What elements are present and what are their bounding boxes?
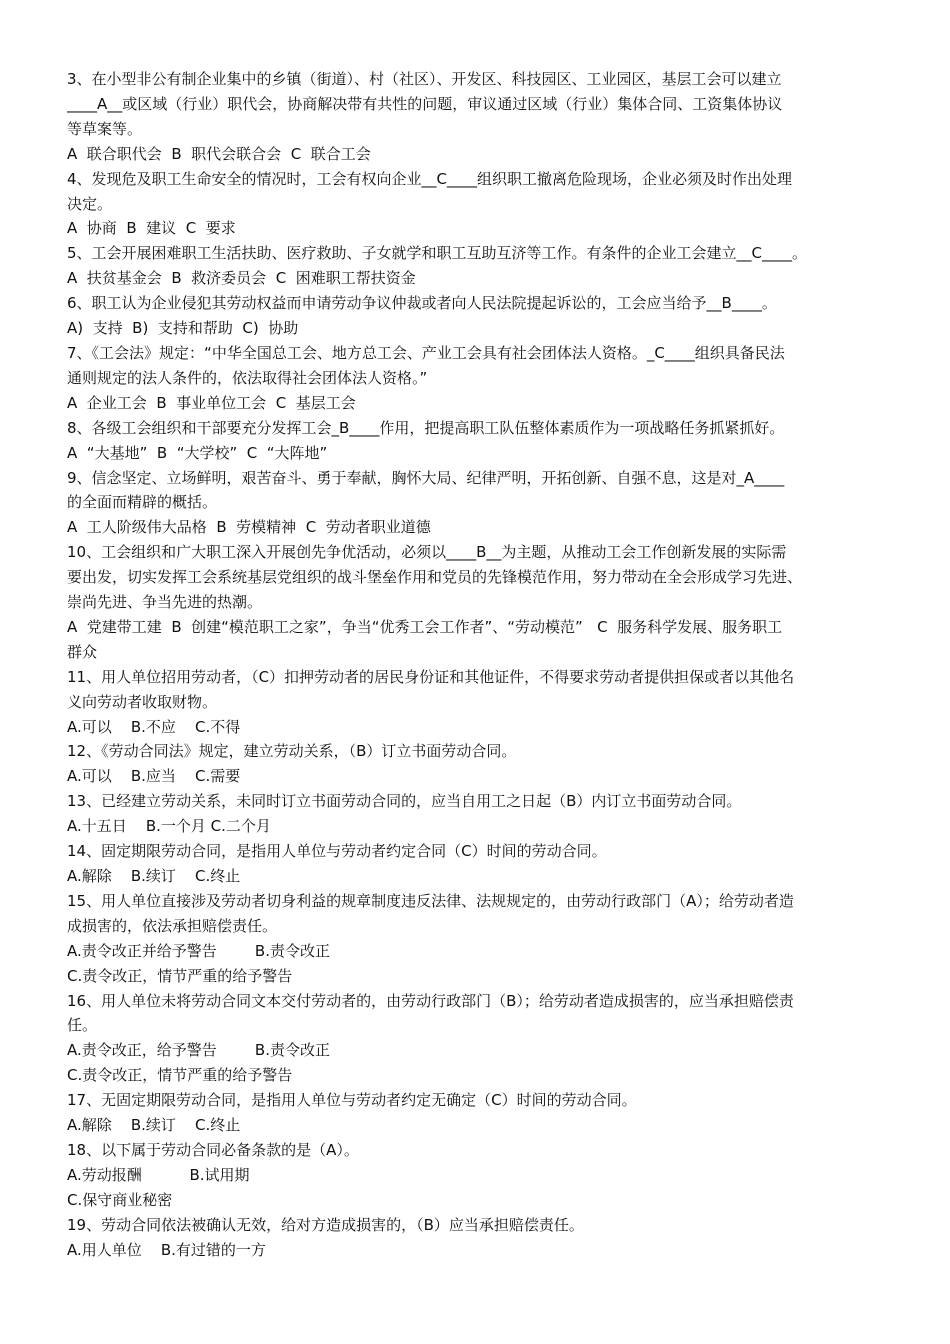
question-text-line: 7、《工会法》规定：“中华全国总工会、地方总工会、产业工会具有社会团体法人资格。_C____组织具备民法 bbox=[67, 343, 785, 362]
question-text-line: 通则规定的法人条件的，依法取得社会团体法人资格。” bbox=[67, 368, 428, 387]
question-text-line: 崇尚先进、争当先进的热潮。 bbox=[67, 593, 263, 612]
question-text-line: 11、用人单位招用劳动者，（C）扣押劳动者的居民身份证和其他证件，不得要求劳动者提供担保或者以其他名 bbox=[67, 667, 795, 686]
answer-options-line: A.用人单位 B.有过错的一方 bbox=[67, 1240, 266, 1259]
question-text-line: 13、已经建立劳动关系，未同时订立书面劳动合同的，应当自用工之日起（B）内订立书面劳动合同。 bbox=[67, 792, 742, 811]
answer-options-line: A 协商 B 建议 C 要求 bbox=[67, 219, 236, 238]
question-text-line: 成损害的，依法承担赔偿责任。 bbox=[67, 916, 278, 935]
question-text-line: ____A__或区域（行业）职代会，协商解决带有共性的问题，审议通过区域（行业）集体合同、工资集体协议 bbox=[67, 94, 783, 113]
question-text-line: 12、《劳动合同法》规定，建立劳动关系，（B）订立书面劳动合同。 bbox=[67, 742, 517, 761]
answer-options-line: A.十五日 B.一个月 C.二个月 bbox=[67, 817, 271, 836]
answer-options-line: A 党建带工建 B 创建“模范职工之家”，争当“优秀工会工作者”、“劳动模范” C 服务科学发展、服务职工 bbox=[67, 617, 783, 636]
answer-options-line: A) 支持 B) 支持和帮助 C) 协助 bbox=[67, 319, 299, 338]
question-text-line: 要出发，切实发挥工会系统基层党组织的战斗堡垒作用和党员的先锋模范作用，努力带动在全会形成学习先进、 bbox=[67, 568, 803, 587]
question-text-line: 14、固定期限劳动合同，是指用人单位与劳动者约定合同（C）时间的劳动合同。 bbox=[67, 842, 607, 861]
question-text-line: 9、信念坚定、立场鲜明，艰苦奋斗、勇于奉献，胸怀大局、纪律严明，开拓创新、自强不息，这是对_A____ bbox=[67, 468, 785, 487]
question-text-line: 10、工会组织和广大职工深入开展创先争优活动，必须以____B__为主题，从推动工会工作创新发展的实际需 bbox=[67, 543, 787, 562]
answer-options-line: A.解除 B.续订 C.终止 bbox=[67, 1116, 241, 1135]
question-text-line: 18、以下属于劳动合同必备条款的是（A）。 bbox=[67, 1140, 359, 1159]
answer-options-line: A “大基地” B “大学校” C “大阵地” bbox=[67, 443, 328, 462]
answer-options-line: A.可以 B.应当 C.需要 bbox=[67, 767, 241, 786]
answer-options-line: A.解除 B.续订 C.终止 bbox=[67, 867, 241, 885]
answer-options-line: A 企业工会 B 事业单位工会 C 基层工会 bbox=[67, 393, 356, 412]
answer-options-line: A 联合职代会 B 职代会联合会 C 联合工会 bbox=[67, 144, 371, 163]
question-text-line: 19、劳动合同依法被确认无效，给对方造成损害的，（B）应当承担赔偿责任。 bbox=[67, 1215, 584, 1234]
answer-options-line: C.责令改正，情节严重的给予警告 bbox=[67, 966, 293, 985]
answer-options-line: A.责令改正，给予警告 B.责令改正 bbox=[67, 1041, 330, 1060]
answer-options-line: 群众 bbox=[67, 642, 98, 661]
question-text-line: 任。 bbox=[67, 1016, 98, 1035]
question-text-line: 决定。 bbox=[67, 194, 113, 213]
question-text-line: 4、发现危及职工生命安全的情况时，工会有权向企业__C____组织职工撤离危险现场，企业必须及时作出处理 bbox=[67, 169, 793, 188]
question-text-line: 8、各级工会组织和干部要充分发挥工会_B____作用，把提高职工队伍整体素质作为一项战略任务抓紧抓好。 bbox=[67, 418, 785, 437]
question-text-line: 17、无固定期限劳动合同，是指用人单位与劳动者约定无确定（C）时间的劳动合同。 bbox=[67, 1091, 637, 1110]
answer-options-line: C.责令改正，情节严重的给予警告 bbox=[67, 1066, 293, 1085]
question-text-line: 义向劳动者收取财物。 bbox=[67, 692, 218, 711]
answer-options-line: A 工人阶级伟大品格 B 劳模精神 C 劳动者职业道德 bbox=[67, 518, 431, 537]
answer-options-line: A.可以 B.不应 C.不得 bbox=[67, 717, 241, 736]
question-text-line: 15、用人单位直接涉及劳动者切身利益的规章制度违反法律、法规规定的，由劳动行政部门（A）；给劳动者造 bbox=[67, 891, 794, 910]
answer-options-line: A.责令改正并给予警告 B.责令改正 bbox=[67, 941, 330, 960]
question-text-line: 16、用人单位未将劳动合同文本交付劳动者的，由劳动行政部门（B）；给劳动者造成损害的，应当承担赔偿责 bbox=[67, 991, 794, 1010]
answer-options-line: C.保守商业秘密 bbox=[67, 1190, 173, 1209]
question-text-line: 的全面而精辟的概括。 bbox=[67, 493, 218, 512]
question-text-line: 3、在小型非公有制企业集中的乡镇（街道）、村（社区）、开发区、科技园区、工业园区，基层工会可以建立 bbox=[67, 70, 782, 88]
question-text-line: 等草案等。 bbox=[67, 119, 143, 138]
answer-options-line: A 扶贫基金会 B 救济委员会 C 困难职工帮扶资金 bbox=[67, 269, 416, 288]
question-text-line: 6、职工认为企业侵犯其劳动权益而申请劳动争议仲裁或者向人民法院提起诉讼的，工会应当给予__B____。 bbox=[67, 294, 777, 313]
answer-options-line: A.劳动报酬 B.试用期 bbox=[67, 1165, 250, 1184]
question-text-line: 5、工会开展困难职工生活扶助、医疗救助、子女就学和职工互助互济等工作。有条件的企业工会建立__C____。 bbox=[67, 244, 808, 263]
